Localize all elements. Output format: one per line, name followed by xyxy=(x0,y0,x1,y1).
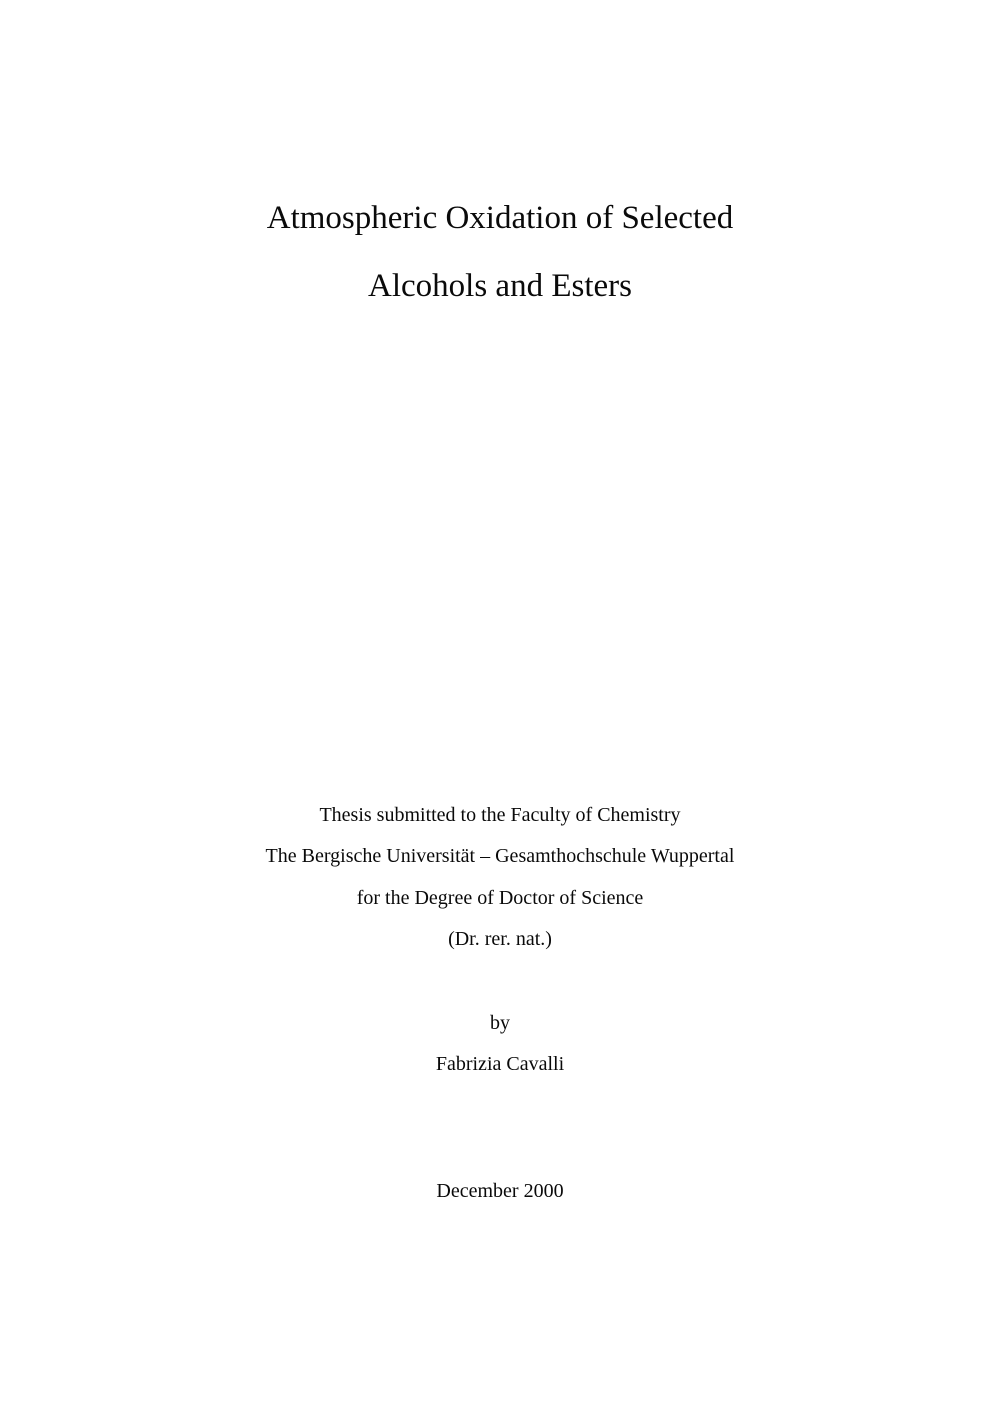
submission-statement-line-2: The Bergische Universität – Gesamthochschule Wuppertal xyxy=(265,845,735,867)
degree-abbreviation: (Dr. rer. nat.) xyxy=(448,928,552,950)
submission-statement-line-1: Thesis submitted to the Faculty of Chemistry xyxy=(319,804,681,826)
submission-statement-line-3: for the Degree of Doctor of Science xyxy=(356,887,644,909)
byline: by xyxy=(490,1012,510,1034)
thesis-title-line-2: Alcohols and Esters xyxy=(368,268,632,304)
thesis-title-line-1: Atmospheric Oxidation of Selected xyxy=(266,200,734,236)
publication-date: December 2000 xyxy=(436,1180,564,1202)
author-name: Fabrizia Cavalli xyxy=(435,1053,565,1075)
